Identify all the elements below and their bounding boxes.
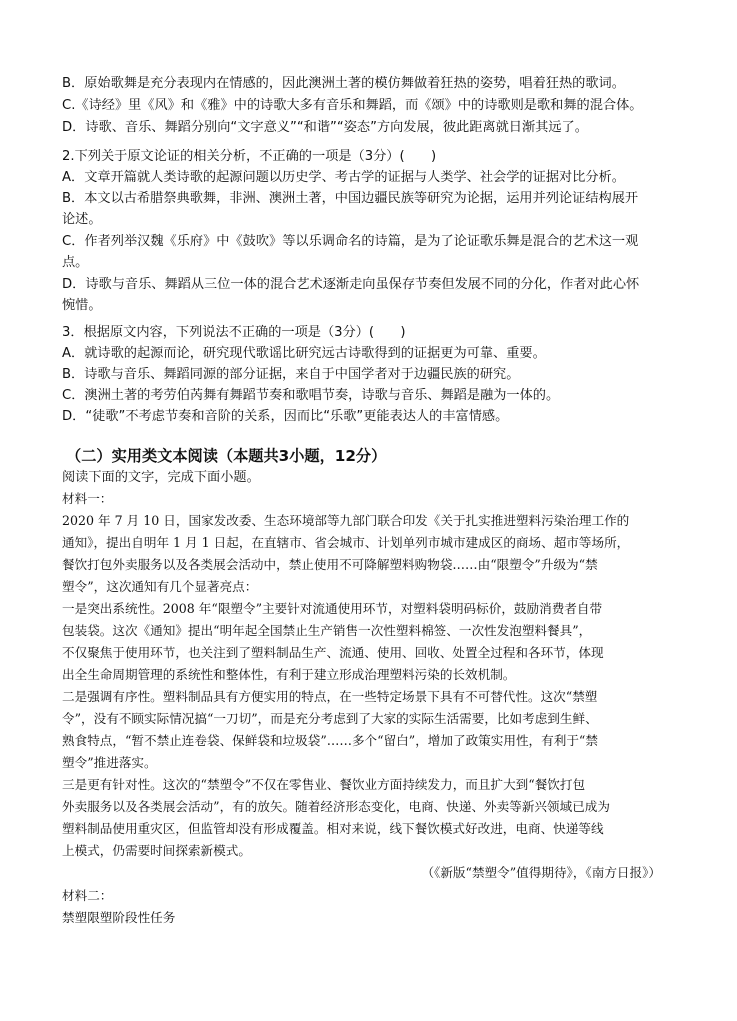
material-1-line: 餐饮打包外卖服务以及各类展会活动中，禁止使用不可降解塑料购物袋……由“限塑令”升级为“禁	[62, 557, 598, 572]
option-d-line: D．诗歌、音乐、舞蹈分别向“文字意义”“和谐”“姿态”方向发展，彼此距离就日渐其远了。	[62, 120, 588, 135]
material-1-line: 包装袋。这次《通知》提出“明年起全国禁止生产销售一次性塑料棉签、一次性发泡塑料餐具”，	[62, 623, 592, 638]
question-2-stem: 2.下列关于原文论证的相关分析，不正确的一项是（3分）( )	[62, 149, 437, 164]
question-2-option-d-cont: 惋惜。	[62, 298, 102, 313]
material-1-line: 令”，没有不顾实际情况搞“一刀切”，而是充分考虑到了大家的实际生活需要，比如考虑到生鲜、	[62, 711, 598, 726]
question-2-option-c-cont: 点。	[62, 255, 89, 270]
question-3-option-d: D．“徒歌”不考虑节奏和音阶的关系，因而比“乐歌”更能表达人的丰富情感。	[62, 409, 509, 424]
question-2-option-c: C．作者列举汉魏《乐府》中《鼓吹》等以乐调命名的诗篇，是为了论证歌乐舞是混合的艺术这一观	[62, 234, 639, 249]
material-1-line: 上模式，仍需要时间探索新模式。	[62, 843, 251, 858]
question-2-option-a: A．文章开篇就人类诗歌的起源问题以历史学、考古学的证据与人类学、社会学的证据对比分析。	[62, 170, 625, 185]
source-citation: （《新版“禁塑令”值得期待》，《南方日报》）	[421, 865, 661, 880]
question-3-option-b: B．诗歌与音乐、舞蹈同源的部分证据，来自于中国学者对于边疆民族的研究。	[62, 367, 520, 382]
material-1-line: 外卖服务以及各类展会活动”，有的放矢。随着经济形态变化，电商、快递、外卖等新兴领域已成为	[62, 799, 610, 814]
material-1-line: 出全生命周期管理的系统性和整体性，有利于建立形成治理塑料污染的长效机制。	[62, 667, 516, 682]
material-1-line: 熟食特点，“暂不禁止连卷袋、保鲜袋和垃圾袋”……多个“留白”，增加了政策实用性，有利于“禁	[62, 733, 598, 748]
question-3-option-a: A．就诗歌的起源而论，研究现代歌谣比研究远古诗歌得到的证据更为可靠、重要。	[62, 346, 546, 361]
question-3-option-c: C．澳洲土著的考劳伯芮舞有舞蹈节奏和歌唱节奏，诗歌与音乐、舞蹈是融为一体的。	[62, 388, 560, 403]
instruction: 阅读下面的文字，完成下面小题。	[62, 470, 260, 485]
option-c-line: C.《诗经》里《风》和《雅》中的诗歌大多有音乐和舞蹈，而《颂》中的诗歌则是歌和舞的混合体。	[62, 98, 643, 113]
question-2-option-d: D．诗歌与音乐、舞蹈从三位一体的混合艺术逐渐走向虽保存节奏但发展不同的分化，作者对此心怀	[62, 277, 640, 292]
material-1-line: 不仅聚焦于使用环节，也关注到了塑料制品生产、流通、使用、回收、处置全过程和各环节，体现	[62, 645, 604, 660]
section-title: （二）实用类文本阅读（本题共3小题，12分）	[66, 447, 387, 465]
question-2-option-b: B．本文以古希腊祭典歌舞，非洲、澳洲土著，中国边疆民族等研究为论据，运用并列论证结构展开	[62, 191, 639, 206]
option-b-line: B．原始歌舞是充分表现内在情感的，因此澳洲土著的模仿舞做着狂热的姿势，唱着狂热的歌词。	[62, 76, 625, 91]
material-1-line: 塑令”推进落实。	[62, 755, 157, 770]
material-1-line: 通知》，提出自明年 1 月 1 日起，在直辖市、省会城市、计划单列市城市建成区的商场、超市等场所，	[62, 535, 630, 550]
question-3-stem: 3．根据原文内容，下列说法不正确的一项是（3分）( )	[62, 325, 406, 340]
material-1-line: 塑令”，这次通知有几个显著亮点：	[62, 579, 258, 594]
material-1-line: 三是更有针对性。这次的“禁塑令”不仅在零售业、餐饮业方面持续发力，而且扩大到“餐饮打包	[62, 777, 586, 792]
material-1-line: 2020 年 7 月 10 日，国家发改委、生态环境部等九部门联合印发《关于扎实推进塑料污染治理工作的	[62, 513, 630, 528]
material-1-line: 塑料制品使用重灾区，但监管却没有形成覆盖。相对来说，线下餐饮模式好改进，电商、快递等线	[62, 821, 604, 836]
material-1-label: 材料一：	[62, 491, 113, 506]
material-1-line: 二是强调有序性。塑料制品具有方便实用的特点，在一些特定场景下具有不可替代性。这次“禁塑	[62, 689, 598, 704]
question-2-option-b-cont: 论述。	[62, 212, 102, 227]
material-1-line: 一是突出系统性。2008 年“限塑令”主要针对流通使用环节，对塑料袋明码标价，鼓励消费者自带	[62, 601, 603, 616]
material-2-label: 材料二：	[62, 888, 113, 903]
material-2-title: 禁塑限塑阶段性任务	[62, 910, 176, 925]
